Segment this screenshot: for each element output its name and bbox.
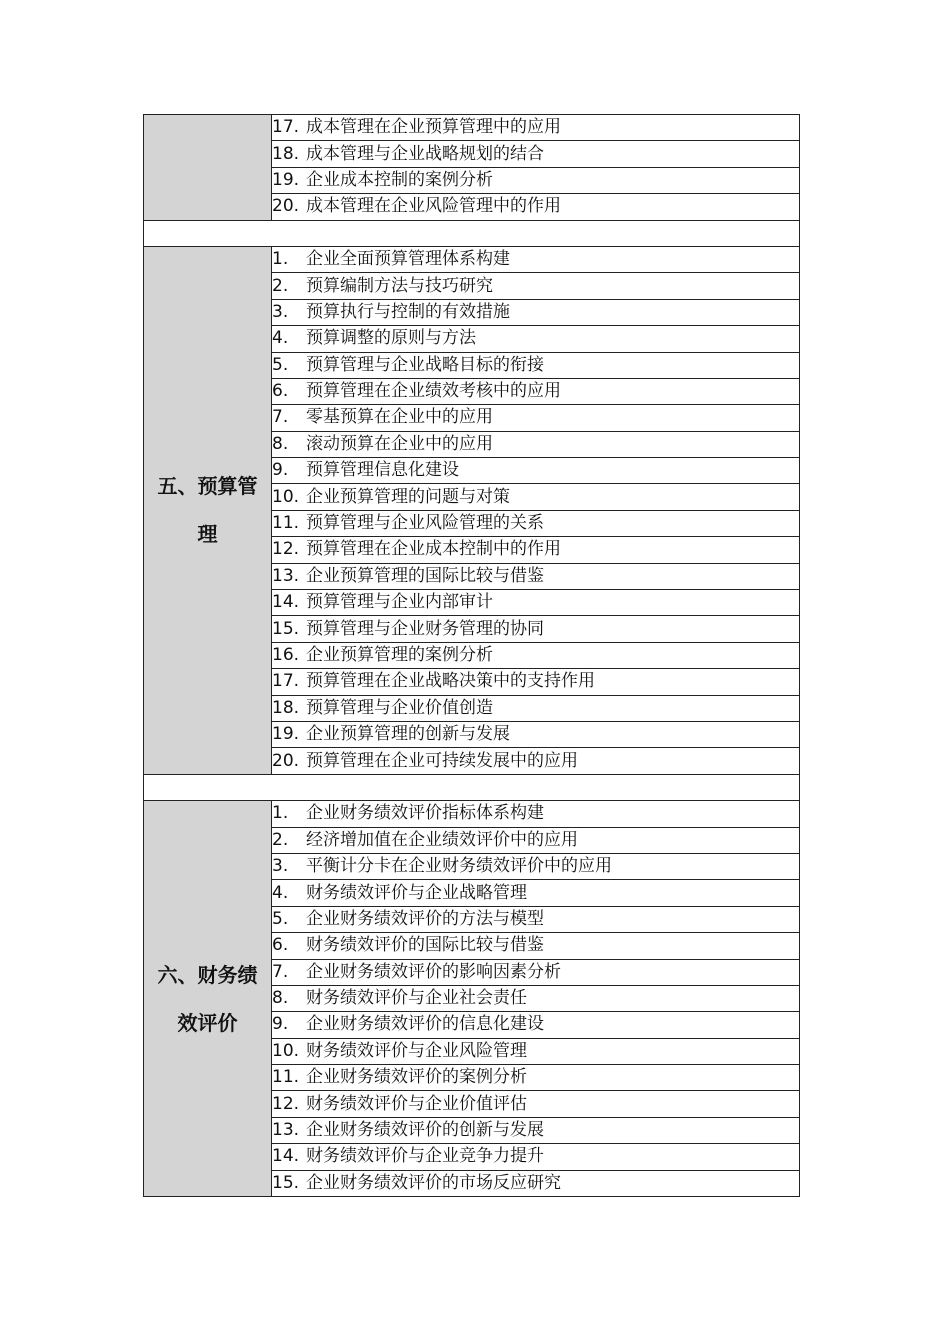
topic-number: 14. xyxy=(272,592,300,613)
topic-title: 财务绩效评价与企业价值评估 xyxy=(306,1093,527,1114)
topic-number: 3. xyxy=(272,856,289,877)
topic-title: 企业财务绩效评价的方法与模型 xyxy=(306,908,544,929)
topic-title: 企业财务绩效评价的信息化建设 xyxy=(306,1014,544,1035)
topic-title: 财务绩效评价与企业竞争力提升 xyxy=(306,1146,544,1167)
topic-number: 4. xyxy=(272,882,289,903)
topic-number: 15. xyxy=(272,618,300,639)
topic-cell xyxy=(272,906,800,932)
topic-number: 5. xyxy=(272,908,289,929)
topic-title: 企业预算管理的案例分析 xyxy=(306,645,493,665)
topic-title: 企业财务绩效评价的案例分析 xyxy=(306,1067,527,1088)
separator-cell xyxy=(144,774,800,800)
topic-title: 滚动预算在企业中的应用 xyxy=(306,433,493,454)
topic-title: 成本管理在企业预算管理中的应用 xyxy=(306,117,561,138)
topic-title: 预算管理信息化建设 xyxy=(306,460,459,481)
topic-cell xyxy=(272,853,800,879)
topic-cell xyxy=(272,1170,800,1196)
topic-cell xyxy=(272,141,800,167)
topic-cell xyxy=(272,537,800,563)
topic-cell xyxy=(272,194,800,220)
topic-title: 企业财务绩效评价的市场反应研究 xyxy=(306,1172,561,1193)
topic-number: 8. xyxy=(272,433,289,454)
topic-cell xyxy=(272,669,800,695)
topic-title: 企业财务绩效评价的创新与发展 xyxy=(306,1120,544,1141)
topic-number: 1. xyxy=(272,249,289,270)
topic-title: 财务绩效评价与企业社会责任 xyxy=(306,988,527,1009)
topic-cell xyxy=(272,933,800,959)
topic-number: 12. xyxy=(272,1093,300,1114)
topic-number: 3. xyxy=(272,301,289,322)
topic-number: 17. xyxy=(272,671,300,692)
separator-row xyxy=(144,774,800,800)
topic-title: 预算编制方法与技巧研究 xyxy=(306,275,493,296)
topic-title: 财务绩效评价的国际比较与借鉴 xyxy=(306,935,544,956)
topic-title: 企业预算管理的国际比较与借鉴 xyxy=(306,565,544,586)
topic-cell xyxy=(272,299,800,325)
separator-row xyxy=(144,220,800,246)
topic-title: 预算管理与企业战略目标的衔接 xyxy=(306,354,544,375)
topic-title: 预算管理在企业成本控制中的作用 xyxy=(306,539,561,560)
topic-title: 财务绩效评价与企业战略管理 xyxy=(306,882,527,903)
topic-title: 企业预算管理的问题与对策 xyxy=(306,486,510,507)
topic-number: 7. xyxy=(272,961,289,982)
topic-number: 6. xyxy=(272,935,289,956)
topic-title: 预算管理在企业战略决策中的支持作用 xyxy=(306,671,595,692)
table-row xyxy=(144,801,800,827)
topic-table xyxy=(143,114,800,1197)
topic-title: 企业全面预算管理体系构建 xyxy=(306,249,510,270)
topic-title: 预算调整的原则与方法 xyxy=(306,328,476,349)
topic-number: 15. xyxy=(272,1172,300,1193)
category-label: 五、预算管理 xyxy=(157,474,258,547)
topic-cell xyxy=(272,642,800,668)
topic-number: 12. xyxy=(272,539,300,560)
topic-cell xyxy=(272,959,800,985)
topic-number: 7. xyxy=(272,407,289,428)
topic-cell xyxy=(272,1091,800,1117)
topic-number: 4. xyxy=(272,328,289,349)
topic-number: 13. xyxy=(272,565,300,586)
topic-number: 2. xyxy=(272,275,289,296)
topic-title: 企业成本控制的案例分析 xyxy=(306,169,493,190)
topic-number: 11. xyxy=(272,513,300,534)
topic-title: 预算管理与企业财务管理的协同 xyxy=(306,618,544,639)
topic-cell xyxy=(272,405,800,431)
topic-cell xyxy=(272,827,800,853)
topic-cell xyxy=(272,1065,800,1091)
topic-number: 6. xyxy=(272,381,289,402)
topic-number: 18. xyxy=(272,143,300,164)
topic-cell xyxy=(272,431,800,457)
topic-cell xyxy=(272,326,800,352)
topic-number: 13. xyxy=(272,1120,300,1141)
topic-number: 19. xyxy=(272,724,300,745)
topic-title: 零基预算在企业中的应用 xyxy=(306,407,493,428)
topic-cell xyxy=(272,167,800,193)
separator-cell xyxy=(144,220,800,246)
topic-number: 18. xyxy=(272,697,300,718)
topic-number: 16. xyxy=(272,645,300,665)
topic-cell xyxy=(272,246,800,272)
topic-number: 20. xyxy=(272,750,300,771)
table-body xyxy=(144,115,800,1197)
topic-cell xyxy=(272,985,800,1011)
topic-title: 平衡计分卡在企业财务绩效评价中的应用 xyxy=(306,856,612,877)
topic-title: 预算管理与企业价值创造 xyxy=(306,697,493,718)
topic-cell xyxy=(272,352,800,378)
topic-cell xyxy=(272,880,800,906)
topic-number: 10. xyxy=(272,1040,300,1061)
topic-number: 20. xyxy=(272,196,300,217)
table-row xyxy=(144,246,800,272)
topic-cell xyxy=(272,721,800,747)
topic-title: 企业财务绩效评价的影响因素分析 xyxy=(306,961,561,982)
topic-cell xyxy=(272,801,800,827)
topic-number: 17. xyxy=(272,117,300,138)
topic-title: 经济增加值在企业绩效评价中的应用 xyxy=(306,829,578,850)
topic-number: 1. xyxy=(272,803,289,824)
topic-number: 9. xyxy=(272,1014,289,1035)
topic-cell xyxy=(272,484,800,510)
category-cell xyxy=(144,801,272,1197)
topic-number: 14. xyxy=(272,1146,300,1167)
topic-title: 财务绩效评价与企业风险管理 xyxy=(306,1040,527,1061)
topic-cell xyxy=(272,748,800,774)
topic-number: 10. xyxy=(272,486,300,507)
topic-number: 9. xyxy=(272,460,289,481)
topic-number: 11. xyxy=(272,1067,300,1088)
topic-number: 8. xyxy=(272,988,289,1009)
topic-number: 2. xyxy=(272,829,289,850)
topic-title: 企业预算管理的创新与发展 xyxy=(306,724,510,745)
topic-cell xyxy=(272,1144,800,1170)
topic-title: 预算管理在企业可持续发展中的应用 xyxy=(306,750,578,771)
topic-cell xyxy=(272,590,800,616)
topic-cell xyxy=(272,616,800,642)
topic-title: 企业财务绩效评价指标体系构建 xyxy=(306,803,544,824)
topic-title: 成本管理在企业风险管理中的作用 xyxy=(306,196,561,217)
topic-title: 预算管理与企业风险管理的关系 xyxy=(306,513,544,534)
topic-cell xyxy=(272,273,800,299)
topic-cell xyxy=(272,563,800,589)
topic-cell xyxy=(272,458,800,484)
topic-cell xyxy=(272,115,800,141)
topic-number: 19. xyxy=(272,169,300,190)
topic-cell xyxy=(272,1038,800,1064)
topic-title: 预算管理在企业绩效考核中的应用 xyxy=(306,381,561,402)
topic-title: 预算执行与控制的有效措施 xyxy=(306,301,510,322)
table-row xyxy=(144,115,800,141)
topic-title: 成本管理与企业战略规划的结合 xyxy=(306,143,544,164)
category-cell xyxy=(144,115,272,221)
topic-cell xyxy=(272,1117,800,1143)
topic-cell xyxy=(272,1012,800,1038)
topic-cell xyxy=(272,510,800,536)
topic-number: 5. xyxy=(272,354,289,375)
topic-title: 预算管理与企业内部审计 xyxy=(306,592,493,613)
topic-cell xyxy=(272,378,800,404)
category-cell xyxy=(144,246,272,774)
topic-cell xyxy=(272,695,800,721)
category-label: 六、财务绩效评价 xyxy=(157,962,258,1035)
